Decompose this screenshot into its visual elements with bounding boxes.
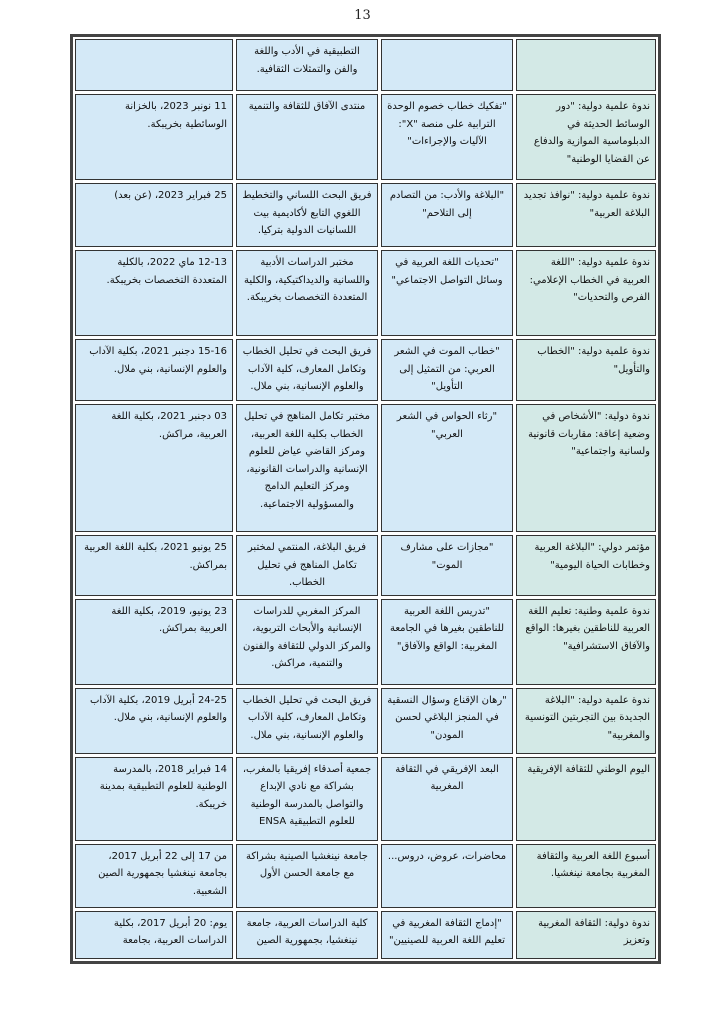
table-row: [75, 535, 656, 596]
table-row: [75, 911, 656, 959]
organizer-cell: جمعية أصدقاء إفريقيا بالمغرب، بشراكة مع نادي الإبداع والتواصل بالمدرسة الوطنية للعلوم التطبيقية ENSA: [236, 757, 378, 841]
date-place-cell: من 17 إلى 22 أبريل 2017، بجامعة نينغشيا بجمهورية الصين الشعبية.: [75, 844, 233, 908]
organizer-cell: التطبيقية في الأدب واللغة والفن والتمثلات الثقافية.: [236, 39, 378, 91]
topic-cell: "رهان الإقناع وسؤال النسقية في المنجز البلاغي لحسن المودن": [381, 688, 513, 754]
event-title-cell: ندوة علمية دولية: "دور الوسائط الحديثة في الدبلوماسية الموازية والدفاع عن القضايا الوطنية": [516, 94, 656, 180]
topic-cell: [381, 39, 513, 91]
organizer-cell: فريق البحث في تحليل الخطاب وتكامل المعارف، كلية الآداب والعلوم الإنسانية، بني ملال.: [236, 688, 378, 754]
table-row: [75, 94, 656, 180]
table-row: [75, 404, 656, 532]
topic-cell: "إدماج الثقافة المغربية في تعليم اللغة العربية للصينيين": [381, 911, 513, 959]
organizer-cell: المركز المغربي للدراسات الإنسانية والأبحاث التربوية، والمركز الدولي للثقافة والفنون والتنمية، مراكش.: [236, 599, 378, 685]
event-title-cell: ندوة علمية دولية: "البلاغة الجديدة بين التجربتين التونسية والمغربية": [516, 688, 656, 754]
date-place-cell: 12-13 ماي 2022، بالكلية المتعددة التخصصات بخريبكة.: [75, 250, 233, 336]
organizer-cell: كلية الدراسات العربية، جامعة نينغشيا، بجمهورية الصين: [236, 911, 378, 959]
topic-cell: "تحديات اللغة العربية في وسائل التواصل الاجتماعي": [381, 250, 513, 336]
date-place-cell: 11 نونبر 2023، بالخزانة الوسائطية بخريبكة.: [75, 94, 233, 180]
organizer-cell: فريق البحث في تحليل الخطاب وتكامل المعارف، كلية الآداب والعلوم الإنسانية، بني ملال.: [236, 339, 378, 401]
topic-cell: البعد الإفريقي في الثقافة المغربية: [381, 757, 513, 841]
table-row: [75, 757, 656, 841]
date-place-cell: 15-16 دجنبر 2021، بكلية الآداب والعلوم الإنسانية، بني ملال.: [75, 339, 233, 401]
event-title-cell: ندوة دولية: الثقافة المغربية وتعزيز: [516, 911, 656, 959]
organizer-cell: فريق البلاغة، المنتمي لمختبر تكامل المناهج في تحليل الخطاب.: [236, 535, 378, 596]
event-title-cell: ندوة دولية: "الأشخاص في وضعية إعاقة: مقاربات قانونية ولسانية واجتماعية": [516, 404, 656, 532]
topic-cell: "البلاغة والأدب: من التصادم إلى التلاحم": [381, 183, 513, 247]
event-title-cell: ندوة علمية دولية: "الخطاب والتأويل": [516, 339, 656, 401]
event-title-cell: [516, 39, 656, 91]
date-place-cell: 23 يونيو، 2019، بكلية اللغة العربية بمراكش.: [75, 599, 233, 685]
topic-cell: "تدريس اللغة العربية للناطقين بغيرها في الجامعة المغربية: الواقع والآفاق": [381, 599, 513, 685]
date-place-cell: 14 فبراير 2018، بالمدرسة الوطنية للعلوم التطبيقية بمدينة خريبكة.: [75, 757, 233, 841]
table-row: [75, 599, 656, 685]
organizer-cell: فريق البحث اللساني والتخطيط اللغوي التابع لأكاديمية بيت اللسانيات الدولية بتركيا.: [236, 183, 378, 247]
table-row: [75, 39, 656, 91]
topic-cell: "خطاب الموت في الشعر العربي: من التمثيل إلى التأويل": [381, 339, 513, 401]
event-title-cell: ندوة علمية دولية: "نوافذ تجديد البلاغة العربية": [516, 183, 656, 247]
topic-cell: محاضرات، عروض، دروس...: [381, 844, 513, 908]
topic-cell: "رثاء الحواس في الشعر العربي": [381, 404, 513, 532]
event-title-cell: ندوة علمية وطنية: تعليم اللغة العربية للناطقين بغيرها: الواقع والآفاق الاستشرافية": [516, 599, 656, 685]
date-place-cell: [75, 39, 233, 91]
organizer-cell: منتدى الآفاق للثقافة والتنمية: [236, 94, 378, 180]
table-row: [75, 688, 656, 754]
table-row: [75, 339, 656, 401]
table-row: [75, 844, 656, 908]
organizer-cell: جامعة نينغشيا الصينية بشراكة مع جامعة الحسن الأول: [236, 844, 378, 908]
organizer-cell: مختبر الدراسات الأدبية واللسانية والديداكتيكية، والكلية المتعددة التخصصات بخريبكة.: [236, 250, 378, 336]
date-place-cell: 24-25 أبريل 2019، بكلية الآداب والعلوم الإنسانية، بني ملال.: [75, 688, 233, 754]
activities-table: [72, 36, 659, 962]
organizer-cell: مختبر تكامل المناهج في تحليل الخطاب بكلية اللغة العربية، ومركز القاضي عياض للعلوم الإنسانية والدراسات القانونية، ومركز التعليم الدامج والمسؤولية الاجتماعية.: [236, 404, 378, 532]
event-title-cell: مؤتمر دولي: "البلاغة العربية وخطابات الحياة اليومية": [516, 535, 656, 596]
event-title-cell: أسبوع اللغة العربية والثقافة المغربية بجامعة نينغشيا.: [516, 844, 656, 908]
page-number: 13: [354, 8, 371, 23]
topic-cell: "مجازات على مشارف الموت": [381, 535, 513, 596]
table-row: [75, 183, 656, 247]
date-place-cell: يوم: 20 أبريل 2017، بكلية الدراسات العربية، بجامعة: [75, 911, 233, 959]
event-title-cell: اليوم الوطني للثقافة الإفريقية: [516, 757, 656, 841]
date-place-cell: 25 يونيو 2021، بكلية اللغة العربية بمراكش.: [75, 535, 233, 596]
date-place-cell: 25 فبراير 2023، (عن بعد): [75, 183, 233, 247]
table-row: [75, 250, 656, 336]
date-place-cell: 03 دجنبر 2021، بكلية اللغة العربية، مراكش.: [75, 404, 233, 532]
event-title-cell: ندوة علمية دولية: "اللغة العربية في الخطاب الإعلامي: الفرص والتحديات": [516, 250, 656, 336]
topic-cell: "تفكيك خطاب خصوم الوحدة الترابية على منصة "X": الآليات والإجراءات": [381, 94, 513, 180]
